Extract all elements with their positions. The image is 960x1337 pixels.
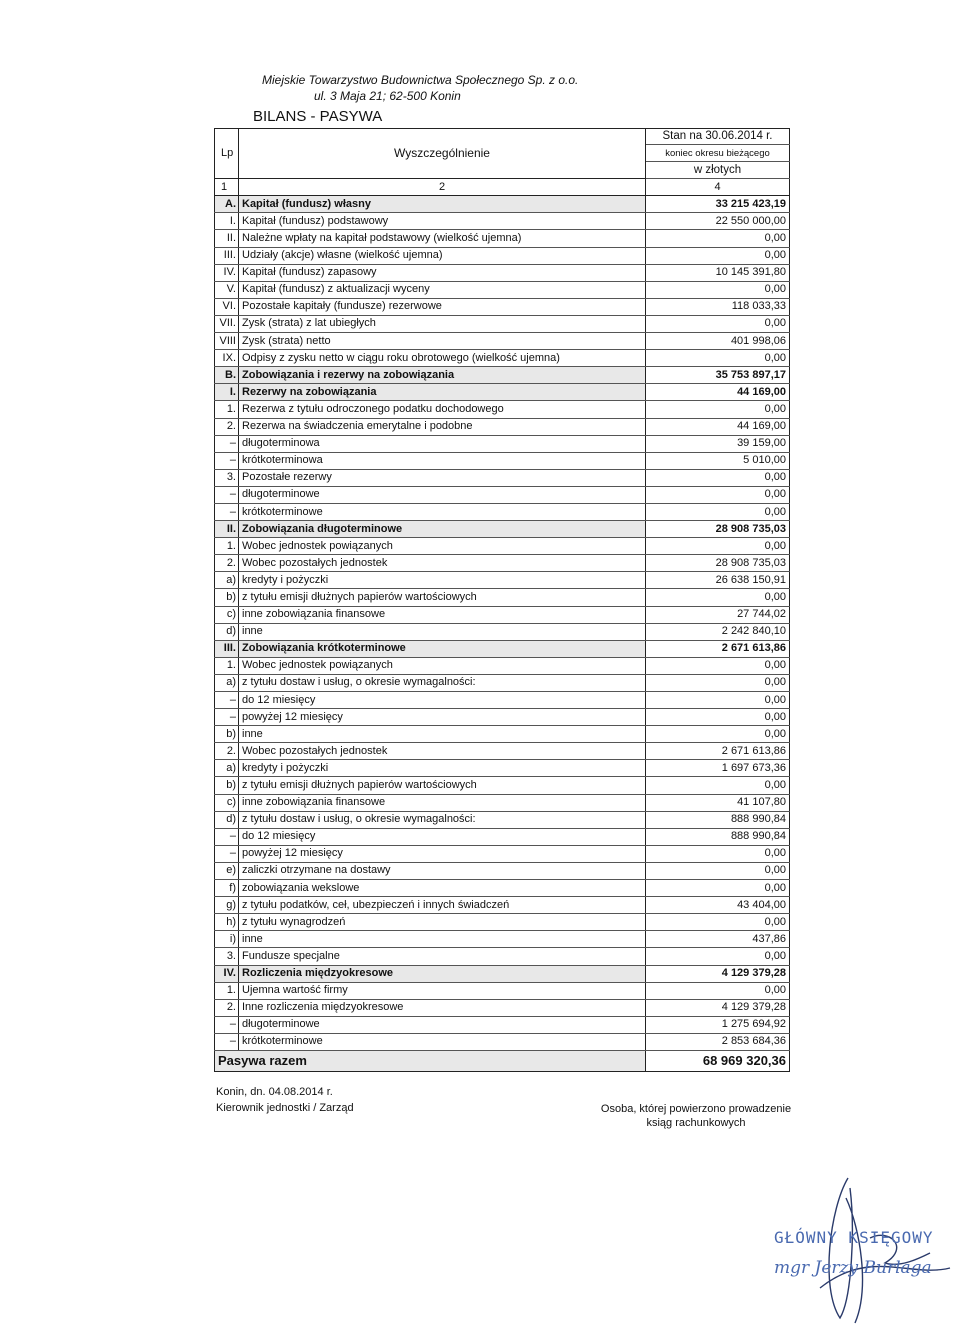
row-value: 0,00 xyxy=(646,230,790,247)
table-row xyxy=(215,743,790,760)
row-lp: I. xyxy=(215,384,239,401)
table-row xyxy=(215,418,790,435)
row-value: 0,00 xyxy=(646,880,790,897)
table-row xyxy=(215,196,790,213)
header-lp-cell xyxy=(215,129,239,145)
table-row xyxy=(215,777,790,794)
row-lp: VIII xyxy=(215,333,239,350)
column-number-1: 1 xyxy=(215,179,239,196)
table-row xyxy=(215,948,790,965)
row-description: z tytułu emisji dłużnych papierów wartościowych xyxy=(239,589,646,606)
table-row xyxy=(215,521,790,538)
table-row xyxy=(215,401,790,418)
row-description: do 12 miesięcy xyxy=(239,692,646,709)
table-row xyxy=(215,862,790,879)
row-value: 0,00 xyxy=(646,726,790,743)
row-lp: A. xyxy=(215,196,239,213)
row-lp: 2. xyxy=(215,999,239,1016)
table-row xyxy=(215,709,790,726)
row-lp: – xyxy=(215,452,239,469)
row-description: Kapitał (fundusz) z aktualizacji wyceny xyxy=(239,281,646,298)
row-description: Odpisy z zysku netto w ciągu roku obrotowego (wielkość ujemna) xyxy=(239,350,646,367)
total-row xyxy=(215,1050,790,1071)
row-lp: 1. xyxy=(215,401,239,418)
column-number-2: 2 xyxy=(239,179,646,196)
row-description: kredyty i pożyczki xyxy=(239,760,646,777)
table-row xyxy=(215,264,790,281)
row-value: 1 697 673,36 xyxy=(646,760,790,777)
table-row xyxy=(215,674,790,691)
header-row-1 xyxy=(215,129,790,145)
row-lp: c) xyxy=(215,794,239,811)
row-value: 1 275 694,92 xyxy=(646,1016,790,1033)
header-blank-desc xyxy=(239,162,646,179)
row-value: 118 033,33 xyxy=(646,298,790,315)
table-row xyxy=(215,1016,790,1033)
row-value: 0,00 xyxy=(646,401,790,418)
table-row xyxy=(215,572,790,589)
row-value: 44 169,00 xyxy=(646,384,790,401)
row-lp: IX. xyxy=(215,350,239,367)
row-description: z tytułu dostaw i usług, o okresie wymagalności: xyxy=(239,674,646,691)
header-blank-lp xyxy=(215,162,239,179)
signature-drawing xyxy=(760,1168,960,1328)
row-description: zobowiązania wekslowe xyxy=(239,880,646,897)
row-lp: B. xyxy=(215,367,239,384)
accountant-label-line-1: Osoba, której powierzono prowadzenie xyxy=(600,1103,792,1115)
row-description: z tytułu wynagrodzeń xyxy=(239,914,646,931)
row-description: Pozostałe rezerwy xyxy=(239,469,646,486)
header-state-date: Stan na 30.06.2014 r. xyxy=(646,129,790,145)
row-description: długoterminowa xyxy=(239,435,646,452)
table-row xyxy=(215,623,790,640)
stamp-name: mgr Jerzy Burlaga xyxy=(774,1258,932,1278)
row-description: krótkoterminowe xyxy=(239,503,646,520)
row-lp: III. xyxy=(215,247,239,264)
row-description: inne zobowiązania finansowe xyxy=(239,794,646,811)
table-row xyxy=(215,811,790,828)
row-value: 0,00 xyxy=(646,692,790,709)
row-lp: d) xyxy=(215,623,239,640)
row-description: Zysk (strata) netto xyxy=(239,333,646,350)
row-lp: 2. xyxy=(215,555,239,572)
table-row xyxy=(215,931,790,948)
row-value: 2 671 613,86 xyxy=(646,640,790,657)
row-description: inne xyxy=(239,931,646,948)
balance-table-wrapper xyxy=(214,128,789,1072)
table-row xyxy=(215,897,790,914)
row-value: 5 010,00 xyxy=(646,452,790,469)
row-description: Rezerwa z tytułu odroczonego podatku dochodowego xyxy=(239,401,646,418)
row-lp: 3. xyxy=(215,948,239,965)
row-description: Wobec pozostałych jednostek xyxy=(239,743,646,760)
row-value: 41 107,80 xyxy=(646,794,790,811)
row-value: 26 638 150,91 xyxy=(646,572,790,589)
row-value: 0,00 xyxy=(646,948,790,965)
row-value: 0,00 xyxy=(646,350,790,367)
row-description: Rezerwy na zobowiązania xyxy=(239,384,646,401)
table-row xyxy=(215,469,790,486)
row-description: Rezerwa na świadczenia emerytalne i podobne xyxy=(239,418,646,435)
row-description: krótkoterminowe xyxy=(239,1033,646,1050)
row-description: Kapitał (fundusz) podstawowy xyxy=(239,213,646,230)
row-lp: VII. xyxy=(215,315,239,332)
row-lp: – xyxy=(215,1016,239,1033)
row-description: Pozostałe kapitały (fundusze) rezerwowe xyxy=(239,298,646,315)
row-value: 888 990,84 xyxy=(646,828,790,845)
row-description: do 12 miesięcy xyxy=(239,828,646,845)
row-value: 0,00 xyxy=(646,315,790,332)
row-description: Zobowiązania długoterminowe xyxy=(239,521,646,538)
row-lp: a) xyxy=(215,674,239,691)
row-lp: 1. xyxy=(215,982,239,999)
row-lp: 3. xyxy=(215,469,239,486)
row-lp: III. xyxy=(215,640,239,657)
table-row xyxy=(215,213,790,230)
row-lp: i) xyxy=(215,931,239,948)
row-description: Inne rozliczenia międzyokresowe xyxy=(239,999,646,1016)
row-lp: – xyxy=(215,845,239,862)
row-description: z tytułu dostaw i usług, o okresie wymagalności: xyxy=(239,811,646,828)
row-lp: b) xyxy=(215,726,239,743)
accountant-label-line-2: ksiąg rachunkowych xyxy=(646,1117,746,1129)
accountant-stamp xyxy=(760,1168,960,1328)
row-lp: – xyxy=(215,1033,239,1050)
row-value: 0,00 xyxy=(646,862,790,879)
table-row xyxy=(215,828,790,845)
total-label: Pasywa razem xyxy=(215,1050,646,1071)
company-header xyxy=(262,72,578,104)
row-lp: – xyxy=(215,709,239,726)
table-row xyxy=(215,435,790,452)
row-value: 27 744,02 xyxy=(646,606,790,623)
total-value: 68 969 320,36 xyxy=(646,1050,790,1071)
row-lp: – xyxy=(215,828,239,845)
table-row xyxy=(215,315,790,332)
row-lp: I. xyxy=(215,213,239,230)
table-row xyxy=(215,760,790,777)
row-lp: b) xyxy=(215,589,239,606)
header-lp: Lp xyxy=(215,145,239,162)
row-description: Zysk (strata) z lat ubiegłych xyxy=(239,315,646,332)
row-value: 2 671 613,86 xyxy=(646,743,790,760)
row-value: 0,00 xyxy=(646,845,790,862)
table-row xyxy=(215,589,790,606)
row-value: 0,00 xyxy=(646,281,790,298)
row-value: 888 990,84 xyxy=(646,811,790,828)
table-row xyxy=(215,880,790,897)
row-value: 0,00 xyxy=(646,914,790,931)
table-row xyxy=(215,384,790,401)
row-description: z tytułu emisji dłużnych papierów wartościowych xyxy=(239,777,646,794)
table-row xyxy=(215,230,790,247)
row-description: krótkoterminowa xyxy=(239,452,646,469)
table-row xyxy=(215,555,790,572)
header-description: Wyszczególnienie xyxy=(239,145,646,162)
row-lp: II. xyxy=(215,521,239,538)
row-value: 35 753 897,17 xyxy=(646,367,790,384)
row-description: Kapitał (fundusz) zapasowy xyxy=(239,264,646,281)
place-date: Konin, dn. 04.08.2014 r. xyxy=(216,1086,333,1098)
row-value: 2 242 840,10 xyxy=(646,623,790,640)
row-description: Kapitał (fundusz) własny xyxy=(239,196,646,213)
row-description: Rozliczenia międzyokresowe xyxy=(239,965,646,982)
table-row xyxy=(215,845,790,862)
row-lp: d) xyxy=(215,811,239,828)
table-row xyxy=(215,486,790,503)
row-lp: c) xyxy=(215,606,239,623)
balance-table xyxy=(214,128,790,1072)
row-lp: IV. xyxy=(215,965,239,982)
header-period: koniec okresu bieżącego xyxy=(646,145,790,162)
table-row xyxy=(215,692,790,709)
company-address: ul. 3 Maja 21; 62-500 Konin xyxy=(314,89,461,103)
row-description: Wobec jednostek powiązanych xyxy=(239,538,646,555)
table-row xyxy=(215,538,790,555)
row-lp: 2. xyxy=(215,743,239,760)
table-row xyxy=(215,452,790,469)
row-lp: – xyxy=(215,435,239,452)
row-description: Udziały (akcje) własne (wielkość ujemna) xyxy=(239,247,646,264)
row-value: 0,00 xyxy=(646,469,790,486)
header-row-3 xyxy=(215,162,790,179)
row-description: zaliczki otrzymane na dostawy xyxy=(239,862,646,879)
row-description: długoterminowe xyxy=(239,486,646,503)
row-lp: – xyxy=(215,692,239,709)
header-desc-cell xyxy=(239,129,646,145)
row-value: 39 159,00 xyxy=(646,435,790,452)
table-row xyxy=(215,657,790,674)
table-row xyxy=(215,794,790,811)
table-row xyxy=(215,1033,790,1050)
row-description: z tytułu podatków, ceł, ubezpieczeń i innych świadczeń xyxy=(239,897,646,914)
table-row xyxy=(215,298,790,315)
row-lp: a) xyxy=(215,760,239,777)
row-value: 10 145 391,80 xyxy=(646,264,790,281)
row-value: 0,00 xyxy=(646,589,790,606)
row-description: kredyty i pożyczki xyxy=(239,572,646,589)
row-lp: h) xyxy=(215,914,239,931)
row-lp: – xyxy=(215,503,239,520)
row-value: 28 908 735,03 xyxy=(646,555,790,572)
row-value: 28 908 735,03 xyxy=(646,521,790,538)
row-description: inne zobowiązania finansowe xyxy=(239,606,646,623)
document-title: BILANS - PASYWA xyxy=(253,108,383,125)
stamp-title: GŁÓWNY KSIĘGOWY xyxy=(774,1228,934,1247)
header-row-2 xyxy=(215,145,790,162)
row-description: Należne wpłaty na kapitał podstawowy (wielkość ujemna) xyxy=(239,230,646,247)
row-lp: VI. xyxy=(215,298,239,315)
column-number-4: 4 xyxy=(646,179,790,196)
row-value: 0,00 xyxy=(646,674,790,691)
table-body xyxy=(215,196,790,1051)
row-description: długoterminowe xyxy=(239,1016,646,1033)
table-row xyxy=(215,503,790,520)
table-row xyxy=(215,726,790,743)
table-row xyxy=(215,281,790,298)
row-value: 0,00 xyxy=(646,538,790,555)
table-row xyxy=(215,914,790,931)
row-value: 2 853 684,36 xyxy=(646,1033,790,1050)
row-value: 0,00 xyxy=(646,657,790,674)
row-value: 401 998,06 xyxy=(646,333,790,350)
row-value: 43 404,00 xyxy=(646,897,790,914)
row-lp: V. xyxy=(215,281,239,298)
row-description: inne xyxy=(239,726,646,743)
row-description: Fundusze specjalne xyxy=(239,948,646,965)
row-value: 0,00 xyxy=(646,503,790,520)
row-value: 0,00 xyxy=(646,709,790,726)
row-value: 0,00 xyxy=(646,982,790,999)
row-lp: IV. xyxy=(215,264,239,281)
row-value: 4 129 379,28 xyxy=(646,999,790,1016)
table-row xyxy=(215,350,790,367)
row-value: 0,00 xyxy=(646,247,790,264)
row-value: 0,00 xyxy=(646,486,790,503)
row-lp: 2. xyxy=(215,418,239,435)
row-lp: – xyxy=(215,486,239,503)
row-value: 437,86 xyxy=(646,931,790,948)
table-row xyxy=(215,333,790,350)
row-lp: a) xyxy=(215,572,239,589)
table-row xyxy=(215,965,790,982)
row-value: 4 129 379,28 xyxy=(646,965,790,982)
accountant-signature-label xyxy=(596,1102,796,1130)
row-description: powyżej 12 miesięcy xyxy=(239,845,646,862)
header-unit: w złotych xyxy=(646,162,790,179)
manager-signature-label: Kierownik jednostki / Zarząd xyxy=(216,1102,354,1114)
row-description: Zobowiązania i rezerwy na zobowiązania xyxy=(239,367,646,384)
row-description: powyżej 12 miesięcy xyxy=(239,709,646,726)
row-description: Wobec jednostek powiązanych xyxy=(239,657,646,674)
row-value: 22 550 000,00 xyxy=(646,213,790,230)
row-lp: II. xyxy=(215,230,239,247)
row-description: inne xyxy=(239,623,646,640)
table-row xyxy=(215,247,790,264)
row-lp: f) xyxy=(215,880,239,897)
row-lp: g) xyxy=(215,897,239,914)
row-description: Ujemna wartość firmy xyxy=(239,982,646,999)
row-value: 33 215 423,19 xyxy=(646,196,790,213)
table-row xyxy=(215,367,790,384)
row-description: Zobowiązania krótkoterminowe xyxy=(239,640,646,657)
row-description: Wobec pozostałych jednostek xyxy=(239,555,646,572)
company-name: Miejskie Towarzystwo Budownictwa Społecznego Sp. z o.o. xyxy=(262,73,579,87)
row-lp: 1. xyxy=(215,657,239,674)
table-row xyxy=(215,999,790,1016)
table-row xyxy=(215,606,790,623)
table-row xyxy=(215,982,790,999)
row-value: 0,00 xyxy=(646,777,790,794)
row-lp: 1. xyxy=(215,538,239,555)
table-row xyxy=(215,640,790,657)
row-lp: e) xyxy=(215,862,239,879)
row-lp: b) xyxy=(215,777,239,794)
column-number-row xyxy=(215,179,790,196)
row-value: 44 169,00 xyxy=(646,418,790,435)
